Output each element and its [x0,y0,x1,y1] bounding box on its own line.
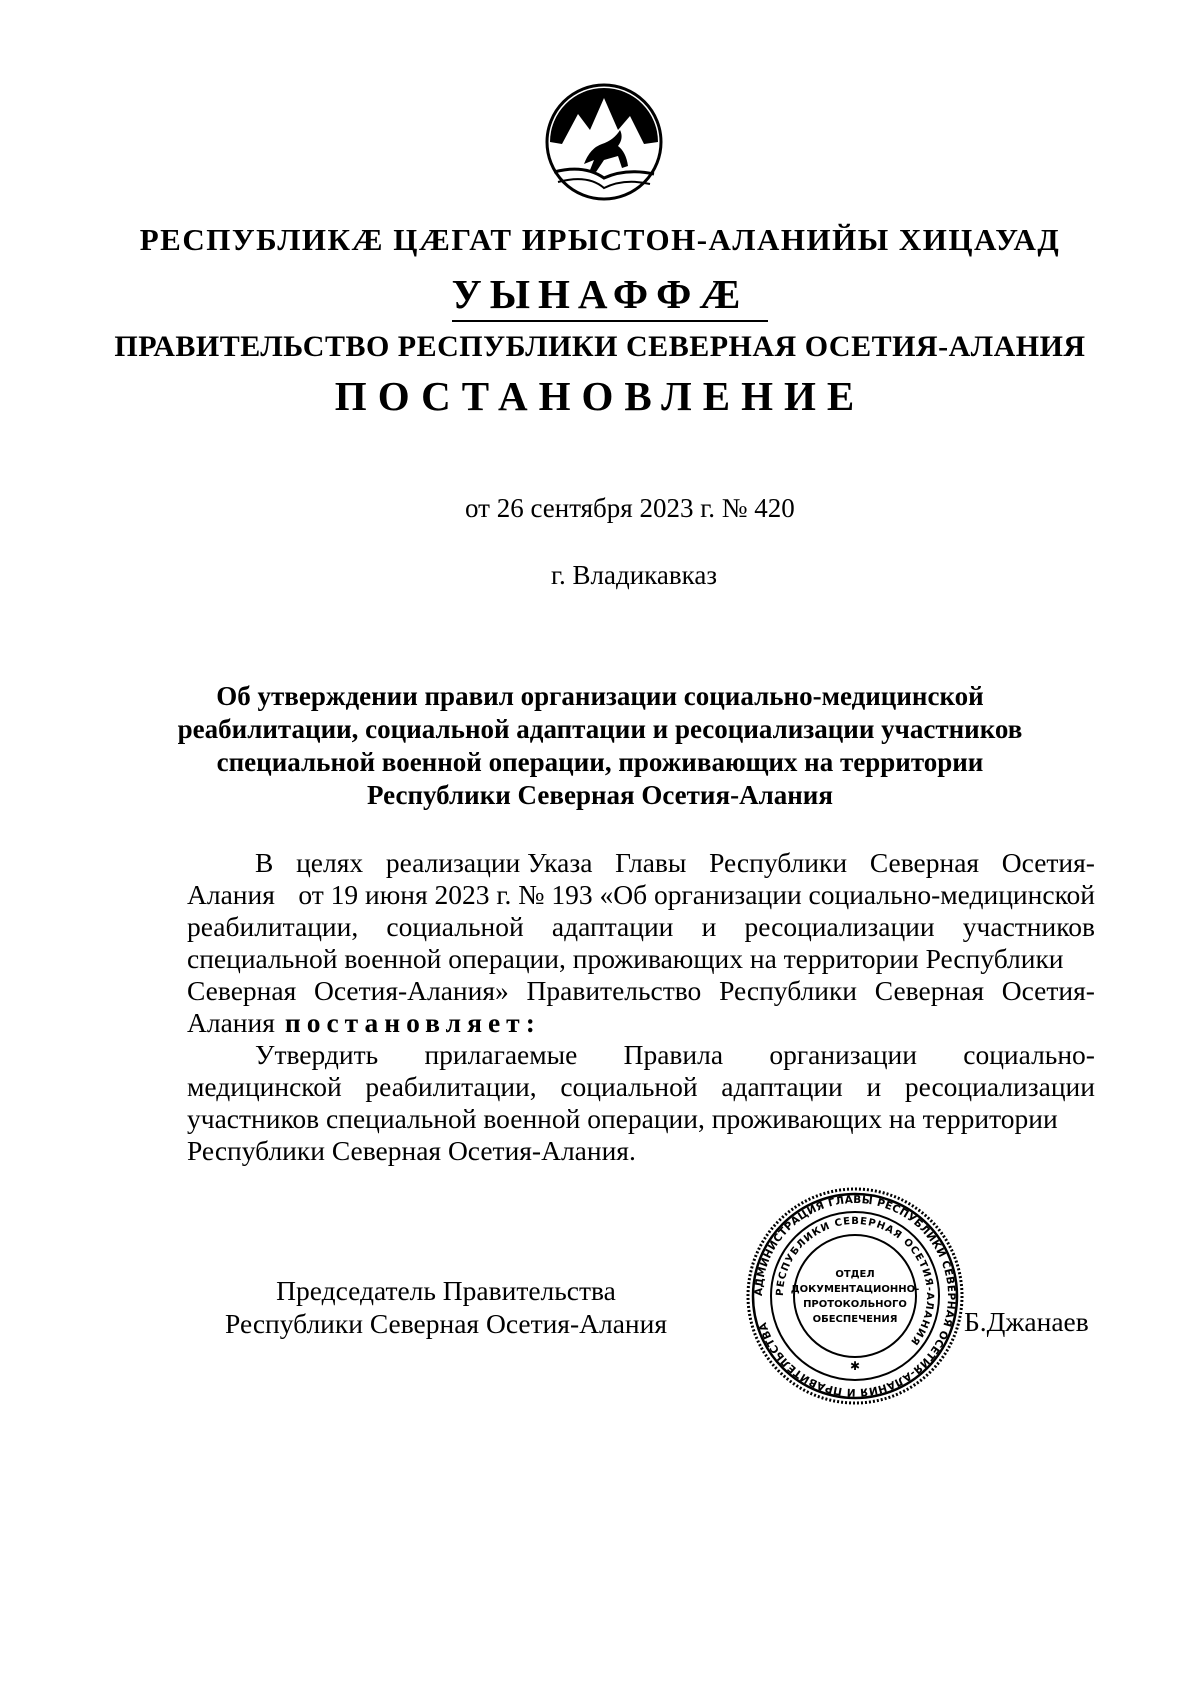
body-line: Алания постановляет: [187,1007,541,1038]
russian-decree-heading: ПОСТАНОВЛЕНИЕ [334,373,866,419]
stamp-inner-text: РЕСПУБЛИКИ СЕВЕРНАЯ ОСЕТИЯ-АЛАНИЯ [774,1215,936,1348]
body-line: специальной военной операции, проживающих на территории Республики [187,943,1064,974]
body-line: В целях реализации Указа Главы Республики Северная Осетия- [255,847,1095,878]
decree-date-number: от 26 сентября 2023 г. № 420 [465,493,795,523]
decree-body [187,847,1095,1167]
title-line: Об утверждении правил организации социально-медицинской [216,681,984,711]
stamp-center-line: ПРОТОКОЛЬНОГО [803,1299,907,1310]
title-line: специальной военной операции, проживающих на территории [216,747,984,777]
title-line: реабилитации, социальной адаптации и ресоциализации участников [177,714,1023,744]
stamp-center-line: ДОКУМЕНТАЦИОННО- [790,1284,920,1295]
body-line: Утвердить прилагаемые Правила организации социально- [255,1039,1095,1070]
title-line: Республики Северная Осетия-Алания [367,780,833,810]
decree-city: г. Владикавказ [551,560,717,590]
official-stamp [745,1186,965,1406]
header-divider [452,320,768,322]
body-line: Алания от 19 июня 2023 г. № 193 «Об организации социально-медицинской [187,879,1095,910]
coat-of-arms-icon [544,82,664,202]
body-line: Северная Осетия-Алания» Правительство Республики Северная Осетия- [187,975,1095,1006]
decree-title [150,680,1050,812]
signatory-position: Председатель Правительства Республики Северная Осетия-Алания [225,1275,667,1339]
body-line: медицинской реабилитации, социальной адаптации и ресоциализации [187,1071,1095,1102]
body-line: участников специальной военной операции, проживающих на территории [187,1103,1058,1134]
body-line: реабилитации, социальной адаптации и ресоциализации участников [187,911,1095,942]
resolves-keyword: постановляет: [284,1007,541,1038]
stamp-outer-text: АДМИНИСТРАЦИЯ ГЛАВЫ РЕСПУБЛИКИ СЕВЕРНАЯ ОСЕТИЯ-АЛАНИЯ И ПРАВИТЕЛЬСТВА [752,1193,958,1399]
ossetian-authority-heading: РЕСПУБЛИКÆ ЦÆГАТ ИРЫСТОН-АЛАНИЙЫ ХИЦАУАД [139,222,1061,257]
star-icon: ✱ [849,1359,861,1373]
ossetian-decree-heading: УЫНАФФÆ [451,271,749,317]
body-line: Республики Северная Осетия-Алания. [187,1135,636,1166]
stamp-center-line: ОБЕСПЕЧЕНИЯ [812,1314,898,1325]
russian-authority-heading: ПРАВИТЕЛЬСТВО РЕСПУБЛИКИ СЕВЕРНАЯ ОСЕТИЯ-АЛАНИЯ [114,330,1086,363]
stamp-center-line: ОТДЕЛ [835,1269,875,1280]
signatory-name: Б.Джанаев [964,1306,1089,1337]
